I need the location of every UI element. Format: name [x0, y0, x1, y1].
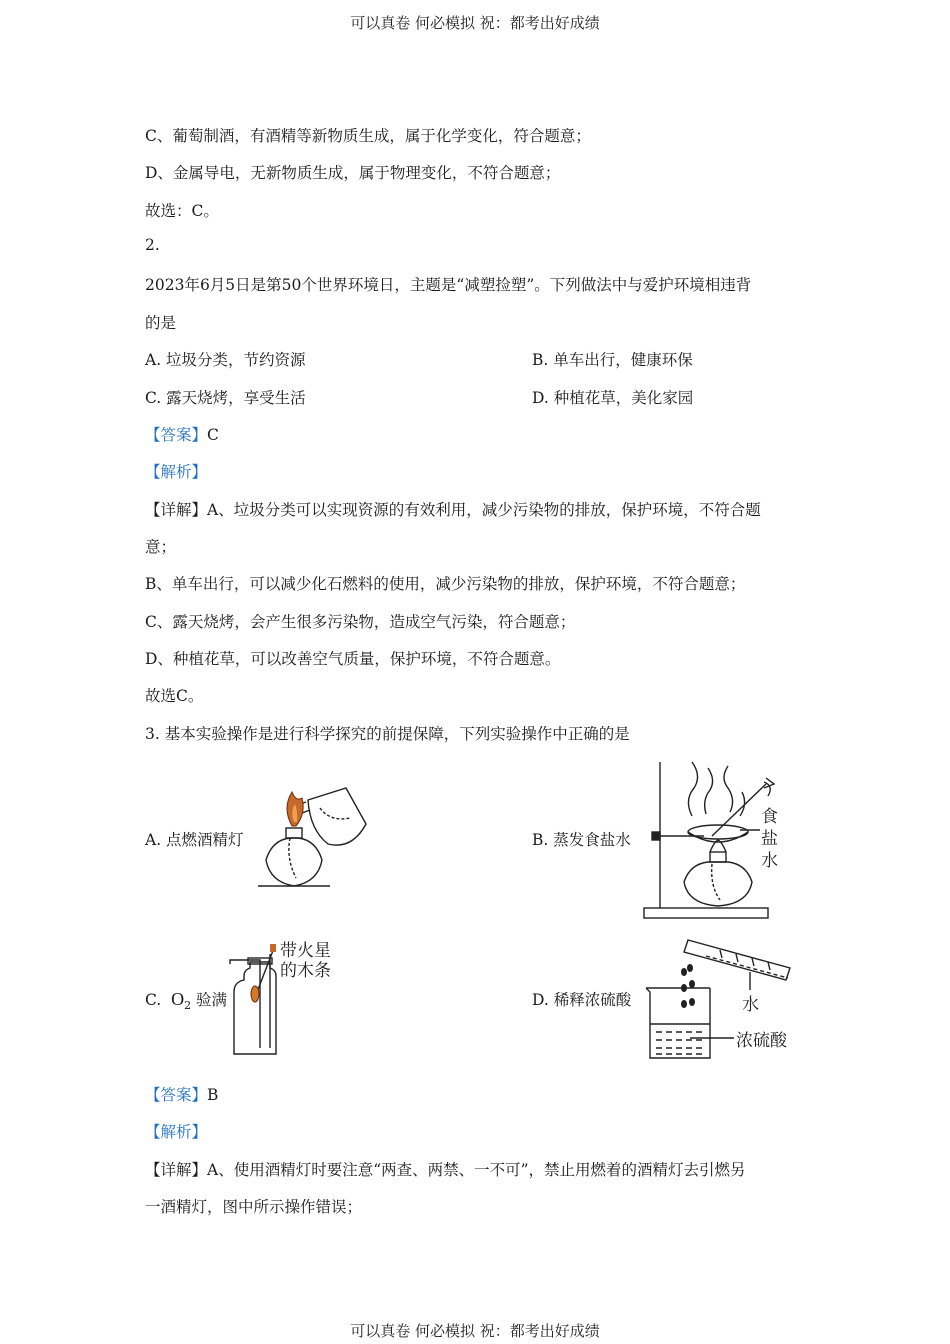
fig-b-label-1: 食	[761, 807, 778, 827]
fig-b-label-2: 盐	[761, 829, 778, 849]
fig-c-label-2: 的木条	[280, 961, 331, 981]
fig-d-label-water: 水	[742, 995, 759, 1015]
q2-option-c: C. 露天烧烤，享受生活	[145, 389, 306, 407]
q2-option-d: D. 种植花草，美化家园	[532, 389, 694, 407]
page-header: 可以真卷 何必模拟 祝：都考出好成绩	[350, 14, 600, 32]
q3-option-c-formula: O	[171, 989, 185, 1009]
q2-answer-value: C	[207, 426, 219, 444]
fig-c-label-1: 带火星	[280, 941, 331, 961]
q3-detail-text: A、使用酒精灯时要注意“两查、两禁、一不可”，禁止用燃着的酒精灯去引燃另	[207, 1161, 746, 1179]
q3-answer	[145, 1083, 218, 1105]
q3-option-c-subscript: 2	[184, 999, 192, 1013]
q2-answer	[145, 423, 219, 445]
q3-option-d: D. 稀释浓硫酸	[532, 991, 632, 1009]
q3-answer-value: B	[207, 1086, 219, 1104]
q3-option-a: A. 点燃酒精灯	[145, 831, 244, 849]
q2-detail-line1	[145, 498, 761, 520]
q3-option-c	[145, 988, 227, 1012]
q1-line-c: C、葡萄制酒，有酒精等新物质生成，属于化学变化，符合题意；	[145, 127, 591, 145]
q3-analysis-tag: 【解析】	[145, 1123, 208, 1141]
q2-analysis-tag: 【解析】	[145, 463, 208, 481]
q2-detail-tag: 【详解】	[145, 501, 208, 519]
q2-analysis	[145, 460, 207, 482]
q2-detail-line-b: B、单车出行，可以减少化石燃料的使用，减少污染物的排放，保护环境，不符合题意；	[145, 575, 746, 593]
fig-b-label-3: 水	[761, 851, 778, 871]
q2-stem-line2: 的是	[145, 314, 177, 332]
q2-detail-line2: 意；	[145, 538, 177, 556]
figure-o2-full-test	[226, 936, 346, 1060]
q2-conclusion: 故选C。	[145, 687, 204, 705]
q3-detail-line1	[145, 1158, 746, 1180]
fig-d-label-acid: 浓硫酸	[736, 1031, 787, 1051]
q3-detail-tag: 【详解】	[145, 1161, 208, 1179]
q2-option-b: B. 单车出行，健康环保	[532, 351, 693, 369]
q2-stem-line1: 2023年6月5日是第50个世界环境日，主题是“减塑捡塑”。下列做法中与爱护环境相违背	[145, 276, 752, 294]
q2-number: 2.	[145, 236, 160, 254]
figure-evaporate-salt-water	[640, 752, 790, 922]
q2-detail-text: A、垃圾分类可以实现资源的有效利用，减少污染物的排放，保护环境，不符合题	[207, 501, 761, 519]
figure-light-alcohol-lamp	[246, 778, 378, 896]
q3-option-c-suffix: 验满	[191, 991, 228, 1009]
q3-option-c-prefix: C.	[145, 991, 162, 1009]
page-footer: 可以真卷 何必模拟 祝：都考出好成绩	[350, 1322, 600, 1340]
q3-analysis	[145, 1120, 207, 1142]
q1-line-d: D、金属导电，无新物质生成，属于物理变化，不符合题意；	[145, 164, 561, 182]
q3-stem: 3. 基本实验操作是进行科学探究的前提保障，下列实验操作中正确的是	[145, 725, 630, 743]
q2-detail-line-d: D、种植花草，可以改善空气质量，保护环境，不符合题意。	[145, 650, 561, 668]
q2-answer-tag: 【答案】	[145, 426, 208, 444]
figure-dilute-sulfuric-acid	[640, 932, 800, 1064]
q3-answer-tag: 【答案】	[145, 1086, 208, 1104]
q2-option-a: A. 垃圾分类，节约资源	[145, 351, 306, 369]
q3-option-b: B. 蒸发食盐水	[532, 831, 631, 849]
q2-detail-line-c: C、露天烧烤，会产生很多污染物，造成空气污染，符合题意；	[145, 613, 576, 631]
q1-conclusion: 故选：C。	[145, 202, 219, 220]
q3-detail-line2: 一酒精灯，图中所示操作错误；	[145, 1198, 363, 1216]
